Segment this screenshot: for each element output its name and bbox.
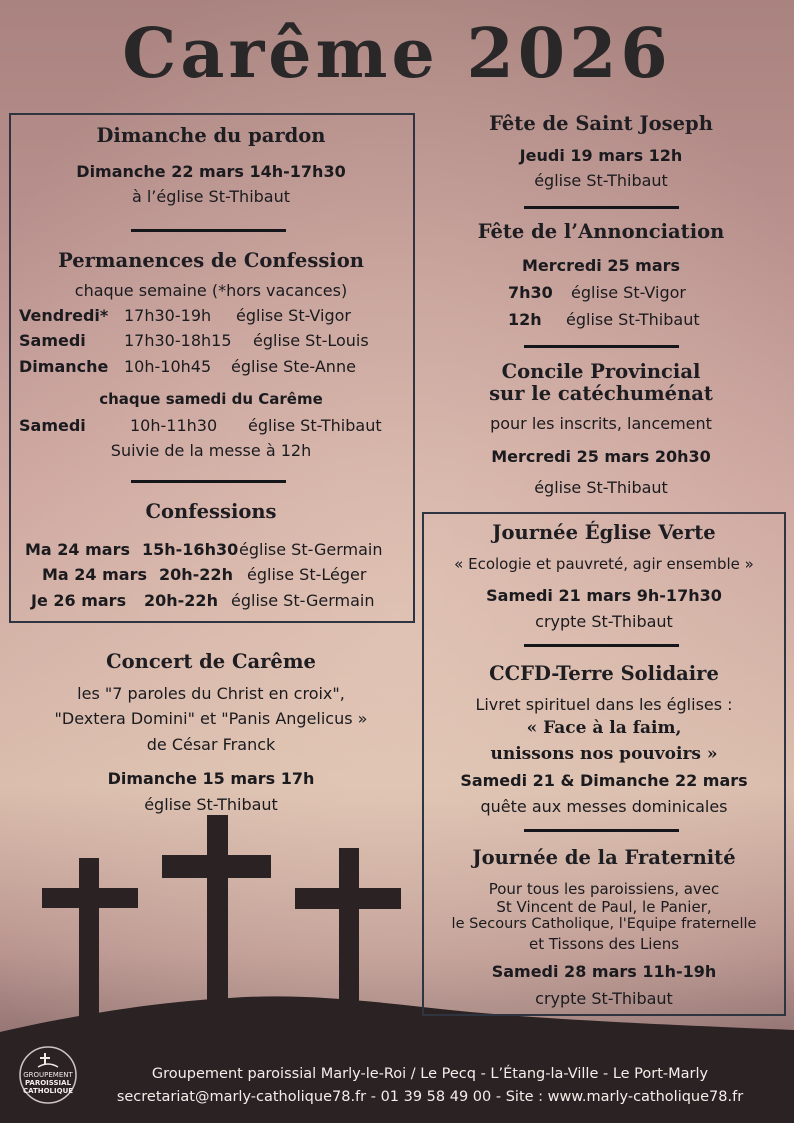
joseph-place: église St-Thibaut [534, 171, 668, 190]
logo-text: CATHOLIQUE [22, 1087, 74, 1095]
ccfd-line: quête aux messes dominicales [480, 797, 728, 816]
annonciation-place: église St-Vigor [571, 283, 686, 302]
separator [524, 644, 679, 647]
parish-logo [18, 1045, 78, 1105]
annonciation-date: Mercredi 25 mars [521, 256, 681, 275]
concert-line: "Dextera Domini" et "Panis Angelicus » [54, 709, 368, 728]
confession-time: 15h-16h30 [142, 540, 239, 559]
ccfd-line: Livret spirituel dans les églises : [475, 695, 733, 714]
footer-contact: secretariat@marly-catholique78.fr - 01 39 58 49 00 - Site : www.marly-catholique78.fr [116, 1089, 744, 1105]
samedi-note: Suivie de la messe à 12h [110, 441, 312, 460]
fraternite-line: le Secours Catholique, l'Equipe fraternelle [451, 916, 757, 932]
concert-line: de César Franck [146, 735, 276, 754]
confession-place: église St-Germain [231, 591, 375, 610]
concert-heading: Concert de Carême [106, 650, 316, 673]
joseph-heading: Fête de Saint Joseph [489, 112, 713, 135]
permanences-subtitle: chaque semaine (*hors vacances) [74, 281, 348, 300]
permanence-day: Vendredi* [19, 306, 109, 325]
verte-quote: « Ecologie et pauvreté, agir ensemble » [454, 555, 754, 573]
concile-line: pour les inscrits, lancement [490, 414, 712, 433]
permanences-heading: Permanences de Confession [58, 249, 364, 272]
permanence-place: église Ste-Anne [231, 357, 356, 376]
confession-place: église St-Léger [247, 565, 367, 584]
separator [524, 829, 679, 832]
concert-place: église St-Thibaut [144, 795, 278, 814]
annonciation-time: 7h30 [508, 283, 553, 302]
concert-line: les "7 paroles du Christ en croix", [77, 684, 345, 703]
separator [131, 229, 286, 232]
concile-place: église St-Thibaut [534, 478, 668, 497]
fraternite-date: Samedi 28 mars 11h-19h [491, 962, 717, 981]
permanence-time: 17h30-18h15 [124, 331, 232, 350]
annonciation-time: 12h [508, 310, 542, 329]
separator [524, 206, 679, 209]
samedi-time: 10h-11h30 [130, 416, 218, 435]
pardon-place: à l’église St-Thibaut [131, 187, 291, 206]
permanence-time: 10h-10h45 [124, 357, 212, 376]
logo-text: PAROISSIAL [24, 1079, 72, 1087]
fraternite-line: et Tissons des Liens [528, 935, 680, 953]
separator [131, 480, 286, 483]
confession-place: église St-Germain [239, 540, 383, 559]
footer-address: Groupement paroissial Marly-le-Roi / Le Pecq - L’Étang-la-Ville - Le Port-Marly [151, 1066, 709, 1082]
annonciation-place: église St-Thibaut [566, 310, 700, 329]
concile-heading: sur le catéchuménat [489, 382, 713, 405]
confessions-heading: Confessions [145, 500, 277, 523]
permanence-day: Samedi [19, 331, 86, 350]
fraternite-place: crypte St-Thibaut [535, 989, 673, 1008]
logo-text: GROUPEMENT [23, 1071, 73, 1079]
separator [524, 345, 679, 348]
fraternite-line: St Vincent de Paul, le Panier, [496, 898, 712, 916]
verte-heading: Journée Église Verte [492, 521, 716, 544]
confession-time: 20h-22h [144, 591, 218, 610]
ccfd-date: Samedi 21 & Dimanche 22 mars [460, 771, 748, 790]
concile-date: Mercredi 25 mars 20h30 [491, 447, 711, 466]
permanence-place: église St-Louis [253, 331, 369, 350]
verte-date: Samedi 21 mars 9h-17h30 [486, 586, 722, 605]
confession-time: 20h-22h [159, 565, 233, 584]
ccfd-quote: « Face à la faim, [526, 718, 682, 738]
samedi-careme-title: chaque samedi du Carême [99, 390, 323, 408]
confession-date: Je 26 mars [31, 591, 127, 610]
fraternite-line: Pour tous les paroissiens, avec [488, 880, 720, 898]
concert-date: Dimanche 15 mars 17h [107, 769, 315, 788]
permanence-day: Dimanche [19, 357, 109, 376]
confession-date: Ma 24 mars [25, 540, 131, 559]
samedi-day: Samedi [19, 416, 86, 435]
pardon-heading: Dimanche du pardon [96, 124, 326, 147]
confession-date: Ma 24 mars [42, 565, 148, 584]
concile-heading: Concile Provincial [501, 360, 701, 383]
verte-place: crypte St-Thibaut [535, 612, 673, 631]
samedi-place: église St-Thibaut [248, 416, 382, 435]
ccfd-quote: unissons nos pouvoirs » [490, 744, 718, 764]
annonciation-heading: Fête de l’Annonciation [477, 220, 725, 243]
fraternite-heading: Journée de la Fraternité [472, 846, 736, 869]
pardon-date: Dimanche 22 mars 14h-17h30 [76, 162, 346, 181]
permanence-time: 17h30-19h [124, 306, 212, 325]
page-title: Carême 2026 [122, 14, 672, 94]
joseph-date: Jeudi 19 mars 12h [519, 146, 683, 165]
ccfd-heading: CCFD-Terre Solidaire [489, 662, 719, 685]
permanence-place: église St-Vigor [236, 306, 351, 325]
